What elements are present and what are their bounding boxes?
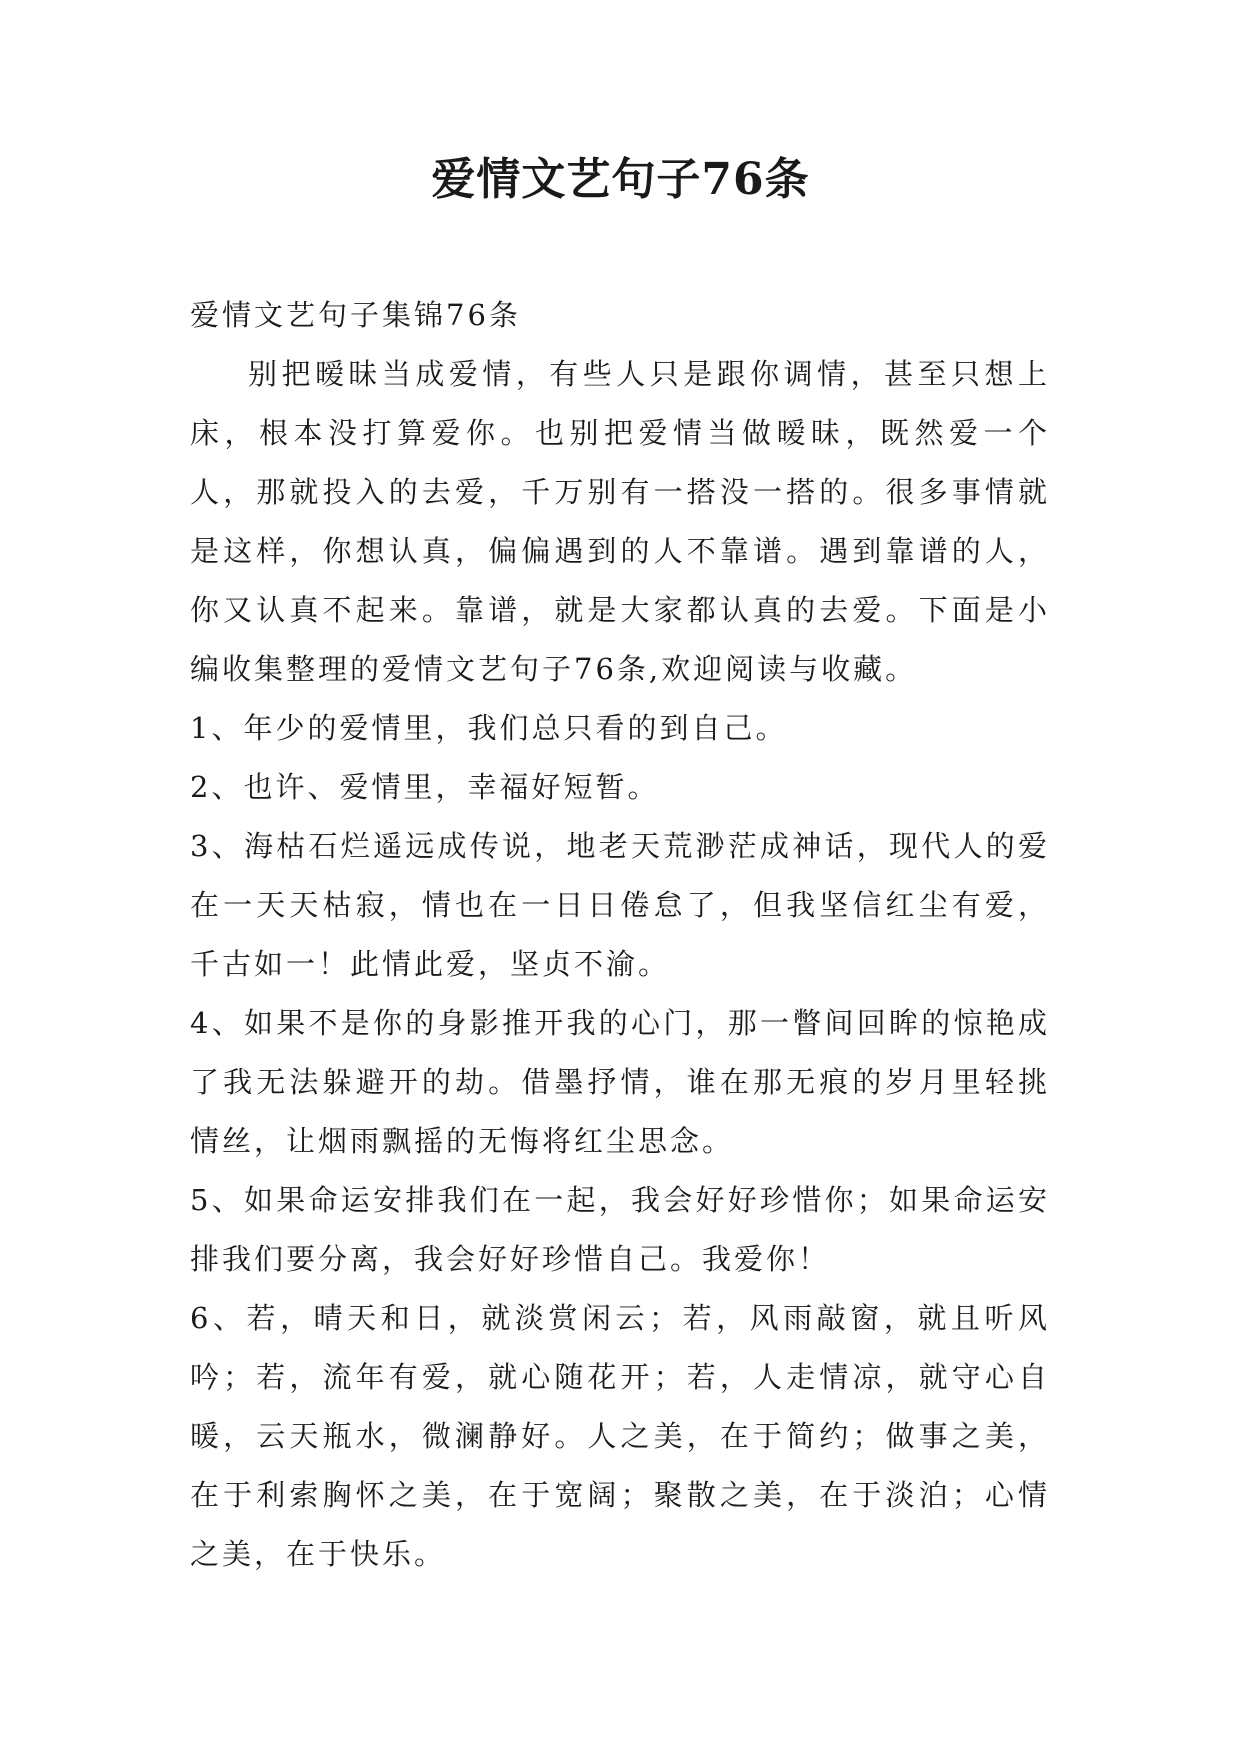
document-body bbox=[190, 286, 1050, 1584]
intro-paragraph: 别把暧昧当成爱情，有些人只是跟你调情，甚至只想上床，根本没打算爱你。也别把爱情当做暧昧，既然爱一个人，那就投入的去爱，千万别有一搭没一搭的。很多事情就是这样，你想认真，偏偏遇到的人不靠谱。遇到靠谱的人，你又认真不起来。靠谱，就是大家都认真的去爱。下面是小编收集整理的爱情文艺句子76条,欢迎阅读与收藏。 bbox=[190, 357, 1050, 686]
list-item: 5、如果命运安排我们在一起，我会好好珍惜你；如果命运安排我们要分离，我会好好珍惜自己。我爱你！ bbox=[190, 1183, 1050, 1276]
list-item: 2、也许、爱情里，幸福好短暂。 bbox=[190, 770, 660, 804]
list-item: 1、年少的爱情里，我们总只看的到自己。 bbox=[190, 711, 788, 745]
document-subtitle: 爱情文艺句子集锦76条 bbox=[190, 298, 521, 332]
list-item: 4、如果不是你的身影推开我的心门，那一瞥间回眸的惊艳成了我无法躲避开的劫。借墨抒情，谁在那无痕的岁月里轻挑情丝，让烟雨飘摇的无悔将红尘思念。 bbox=[190, 1006, 1050, 1158]
list-item: 6、若，晴天和日，就淡赏闲云；若，风雨敲窗，就且听风吟；若，流年有爱，就心随花开；若，人走情凉，就守心自暖，云天瓶水，微澜静好。人之美，在于简约；做事之美，在于利索胸怀之美，在于宽阔；聚散之美，在于淡泊；心情之美，在于快乐。 bbox=[190, 1301, 1050, 1571]
document-title: 爱情文艺句子76条 bbox=[431, 154, 810, 205]
list-item: 3、海枯石烂遥远成传说，地老天荒渺茫成神话，现代人的爱在一天天枯寂，情也在一日日倦怠了，但我坚信红尘有爱，千古如一！此情此爱，坚贞不渝。 bbox=[190, 829, 1050, 981]
